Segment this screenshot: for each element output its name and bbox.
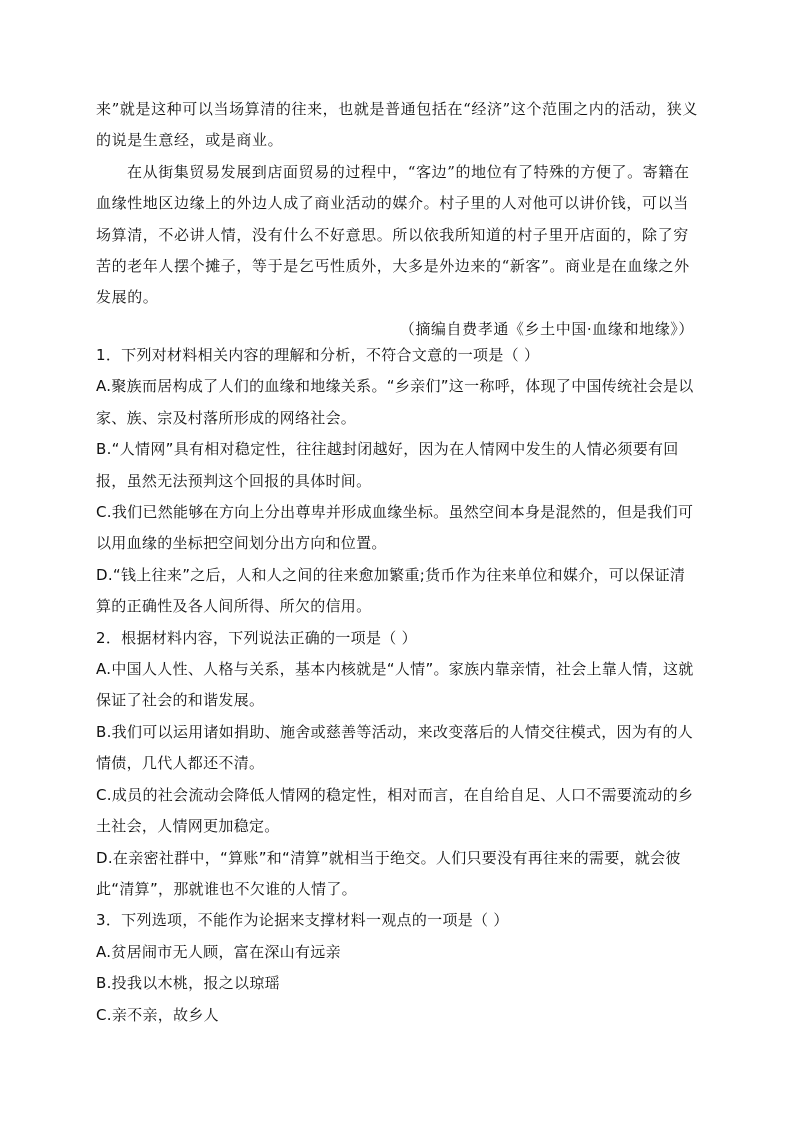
passage-paragraph-1: 来”就是这种可以当场算清的往来，也就是普通包括在“经济”这个范围之内的活动，狭义的说是生意经，或是商业。 <box>96 100 699 150</box>
option-c: C.亲不亲，故乡人 <box>96 1005 219 1024</box>
option-b: B.“人情网”具有相对稳定性，往往越封闭越好，因为在人情网中发生的人情必须要有回报，虽然无法预判这个回报的具体时间。 <box>96 440 679 490</box>
option-c: C.我们已然能够在方向上分出尊卑并形成血缘坐标。虽然空间本身是混然的，但是我们可以用血缘的坐标把空间划分出方向和位置。 <box>96 503 694 553</box>
question-1 <box>96 340 700 623</box>
passage-paragraph-2: 在从街集贸易发展到店面贸易的过程中，“客边”的地位有了特殊的方便了。寄籍在血缘性地区边缘上的外边人成了商业活动的媒介。村子里的人对他可以讲价钱，可以当场算清，不必讲人情，没有什么不好意思。所以依我所知道的村子里开店面的，除了穷苦的老年人摆个摊子，等于是乞丐性质外，大多是外边来的“新客”。商业是在血缘之外发展的。 <box>96 162 690 307</box>
option-a: A.贫居闹市无人顾，富在深山有远亲 <box>96 942 341 961</box>
question-2 <box>96 623 700 906</box>
question-3 <box>96 905 700 1031</box>
option-b: B.投我以木桃，报之以琼瑶 <box>96 974 280 993</box>
question-stem: 1．下列对材料相关内容的理解和分析，不符合文意的一项是（ ） <box>96 346 540 364</box>
option-b: B.我们可以运用诸如捐助、施舍或慈善等活动，来改变落后的人情交往模式，因为有的人情债，几代人都还不清。 <box>96 722 694 773</box>
option-a: A.中国人人性、人格与关系，基本内核就是“人情”。家族内靠亲情，社会上靠人情，这就保证了社会的和谐发展。 <box>96 660 694 710</box>
option-c: C.成员的社会流动会降低人情网的稳定性，相对而言，在自给自足、人口不需要流动的乡土社会，人情网更加稳定。 <box>96 785 694 836</box>
question-stem: 2．根据材料内容，下列说法正确的一项是（ ） <box>96 628 417 647</box>
reading-passage <box>96 94 700 345</box>
option-d: D.在亲密社群中，“算账”和“清算”就相当于绝交。人们只要没有再往来的需要，就会彼此“清算”，那就谁也不欠谁的人情了。 <box>96 848 681 898</box>
passage-source: （摘编自费孝通《乡土中国·血缘和地缘》） <box>399 319 694 338</box>
question-list <box>96 340 700 1031</box>
question-stem: 3．下列选项，不能作为论据来支撑材料一观点的一项是（ ） <box>96 911 509 930</box>
option-a: A.聚族而居构成了人们的血缘和地缘关系。“乡亲们”这一称呼，体现了中国传统社会是以家、族、宗及村落所形成的网络社会。 <box>96 377 694 427</box>
option-d: D.“钱上往来”之后，人和人之间的往来愈加繁重;货币作为往来单位和媒介，可以保证清算的正确性及各人间所得、所欠的信用。 <box>96 565 686 616</box>
